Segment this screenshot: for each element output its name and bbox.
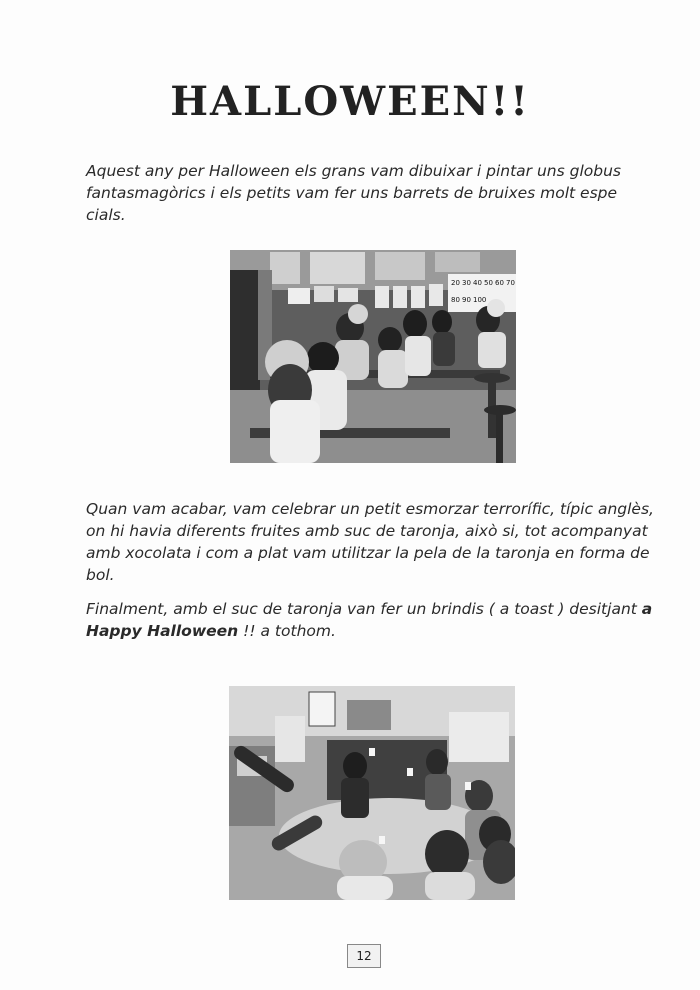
poster-number: 90 <box>462 296 471 304</box>
poster-number: 20 <box>451 279 460 287</box>
happy-halloween-text: a Happy Halloween <box>86 600 653 640</box>
breakfast-paragraph: Quan vam acabar, vam celebrar un petit esmorzar terrorífic, típic anglès, on hi havia diferents fruites amb suc de taronja, això si, tot acompanyat amb xocolata i com a plat vam utilitzar la pela de la taronja en forma de bol. <box>86 500 654 584</box>
poster-number: 40 <box>473 279 482 287</box>
intro-paragraph: Aquest any per Halloween els grans vam dibuixar i pintar uns globus fantasmagòrics i els petits vam fer uns barrets de bruixes molt espe cials. <box>86 162 621 224</box>
poster-number: 70 <box>506 279 515 287</box>
toast-paragraph <box>86 598 658 642</box>
poster-number: 30 <box>462 279 471 287</box>
poster-number: 100 <box>473 296 487 304</box>
page-number: 12 <box>347 944 381 968</box>
page-title: HALLOWEEN!! <box>170 78 530 125</box>
poster-number: 60 <box>495 279 504 287</box>
classroom-photo-toast <box>229 686 515 900</box>
toast-text-before: Finalment, amb el suc de taronja van fer un brindis ( a toast ) desitjant <box>86 600 642 618</box>
poster-number: 80 <box>451 296 460 304</box>
classroom-photo-balloons <box>230 250 516 463</box>
poster-number: 50 <box>484 279 493 287</box>
toast-text-after: !! a tothom. <box>238 622 336 640</box>
